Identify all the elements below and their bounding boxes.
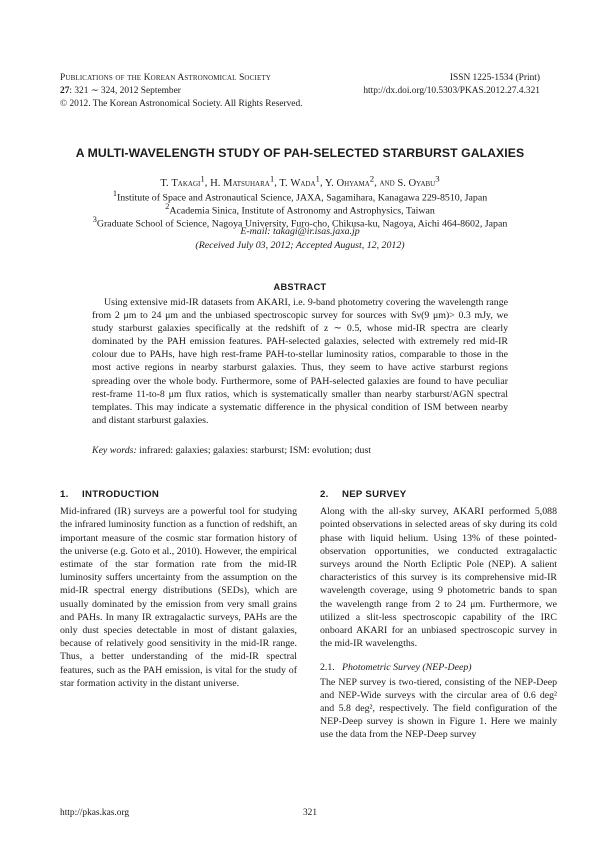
author: T. Takagi$^1$ <box>160 173 205 189</box>
abstract-heading: ABSTRACT <box>273 282 327 292</box>
received-dates: (Received July 03, 2012; Accepted August, 12, 2012) <box>195 240 405 251</box>
page-number: 321 <box>302 808 318 818</box>
section-heading-nep-survey: 2. NEP SURVEY <box>320 489 407 500</box>
affiliation: $^3$Graduate School of Science, Nagoya University, Furo-cho, Chikusa-ku, Nagoya, Aichi 464-8602, Japan <box>92 215 508 230</box>
issn: ISSN 1225-1534 (Print) <box>449 73 540 83</box>
authors-and: and <box>379 177 395 189</box>
author: S. Oyabu$^3$ <box>397 173 440 189</box>
volume-number: 27 <box>60 86 70 96</box>
footer-url[interactable]: http://pkas.kas.org <box>60 808 130 818</box>
author-list: T. Takagi$^1$, H. Matsuhara$^1$, T. Wada$^1$, Y. Ohyama$^2$, and S. Oyabu$^3$ <box>160 173 440 189</box>
section-heading-introduction: 1. INTRODUCTION <box>60 489 160 500</box>
keywords-text: infrared: galaxies; galaxies: starburst; ISM: evolution; dust <box>139 445 372 456</box>
author: T. Wada$^1$ <box>279 173 320 189</box>
right-column <box>320 488 557 742</box>
volume-line <box>60 85 303 98</box>
introduction-text: Mid-infrared (IR) surveys are a powerful tool for studying the infrared luminosity function as a function of redshift, an important measure of the cosmic star formation history of the universe (e.g. Goto et al., 2010). However, the empirical estimate of the star formation rate from the mid-IR luminosity suffers uncertainty from the assumption on the mid-IR spectral energy distributions (SEDs), which are usually dominated by the emission from very small grains and PAHs. In many IR extragalactic surveys, PAHs are the only dust species detectable in most of distant galaxies, because of relatively good sensitivity in the mid-IR range. Thus, a better understanding of the mid-IR spectral features, such as the PAH emission, is vital for the study of star formation activity in the distant universe. <box>60 506 297 689</box>
paper-title: A MULTI-WAVELENGTH STUDY OF PAH-SELECTED STARBURST GALAXIES <box>75 146 525 160</box>
journal-header <box>60 72 303 111</box>
keywords-label: Key words: <box>92 445 137 456</box>
copyright-line: © 2012. The Korean Astronomical Society. All Rights Reserved. <box>60 99 303 109</box>
issn-block <box>363 72 540 98</box>
keywords <box>92 444 508 457</box>
abstract-text: Using extensive mid-IR datasets from AKARI, i.e. 9-band photometry covering the wavelength range from 2 μm to 24 μm and the unbiased spectroscopic survey for sources with Sν(9 μm)> 0.3 mJy, we study starburst galaxies specifically at the redshift of z ∼ 0.5, whose mid-IR spectra are clearly dominated by the PAH emission features. PAH-selected galaxies, selected with extremely red mid-IR colour due to PAHs, have high rest-frame PAH-to-stellar luminosity ratios, comparable to those in the most active regions in nearby starburst galaxies. Thus, they seem to have active starburst regions spreading over the whole body. Furthermore, some of PAH-selected galaxies are found to have peculiar rest-frame 11-to-8 μm flux ratios, which is systematically smaller than nearby starburst/AGN spectral templates. This may indicate a systematic difference in the physical condition of ISM between nearby and distant starburst galaxies. <box>92 297 508 426</box>
left-column <box>60 488 297 690</box>
nep-deep-text: The NEP survey is two-tiered, consisting of the NEP-Deep and NEP-Wide surveys with the circular area of 0.6 deg² and 5.8 deg², respectively. The field configuration of the NEP-Deep survey is shown in Figure 1. Here we mainly use the data from the NEP-Deep survey <box>320 676 557 741</box>
author: H. Matsuhara$^1$ <box>210 173 275 189</box>
subsection-heading-nep-deep: 2.1. Photometric Survey (NEP-Deep) <box>320 662 472 674</box>
author: Y. Ohyama$^2$ <box>324 173 375 189</box>
journal-name: Publications of the Korean Astronomical Society <box>60 73 271 83</box>
affiliation: $^2$Academia Sinica, Institute of Astronomy and Astrophysics, Taiwan <box>165 202 435 217</box>
affiliation: $^1$Institute of Space and Astronautical Science, JAXA, Sagamihara, Kanagawa 229-8510, Japan <box>112 189 488 204</box>
author-email[interactable]: E-mail: takagi@ir.isas.jaxa.jp <box>240 226 360 237</box>
volume-pages: : 321 ∼ 324, 2012 September <box>69 86 181 96</box>
nep-survey-text: Along with the all-sky survey, AKARI performed 5,088 pointed observations in selected areas of sky during its cold phase with liquid helium. Using 13% of these pointed-observation opportunities, we conducted extragalactic surveys around the North Ecliptic Pole (NEP). A salient characteristics of this survey is its comprehensive mid-IR wavelength coverage, using 9 photometric bands to span the wavelength range from 2 to 24 μm. Furthermore, we utilized a slit-less spectroscopic capability of the IRC onboard AKARI for an unbiased spectroscopic survey in the mid-IR wavelengths. <box>320 506 557 650</box>
doi-link[interactable]: http://dx.doi.org/10.5303/PKAS.2012.27.4.321 <box>363 86 540 96</box>
